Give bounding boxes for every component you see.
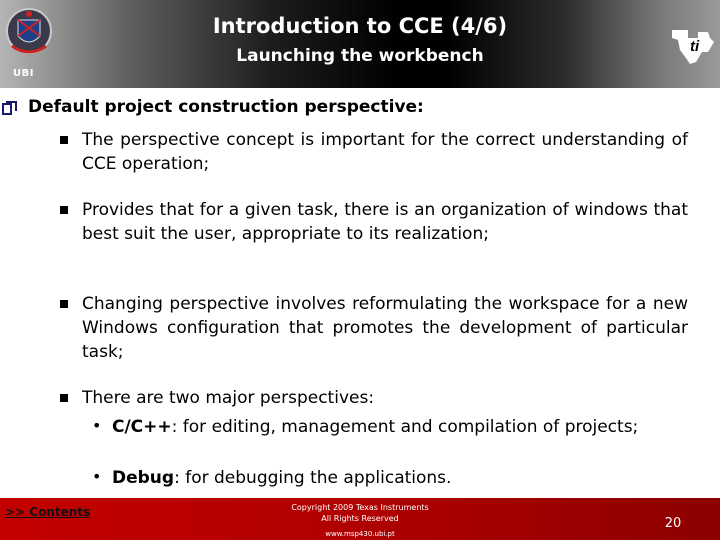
contents-link[interactable]: >> Contents <box>5 505 91 519</box>
square-bullet-icon <box>60 206 68 214</box>
website-text: www.msp430.ubi.pt <box>325 530 395 538</box>
svg-text:ti: ti <box>690 38 700 55</box>
ubi-logo-text: UBI <box>13 68 34 79</box>
sub-bullet-term: C/C++ <box>112 417 172 437</box>
bullet-item: There are two major perspectives: <box>82 388 375 408</box>
dot-bullet-icon: • <box>92 416 102 435</box>
copyright-line-2: All Rights Reserved <box>321 514 399 523</box>
slide-title: Introduction to CCE (4/6) <box>212 14 508 38</box>
bullet-item: Changing perspective involves reformulating the workspace for a new Windows configuration that promotes the development of particular task; <box>82 294 688 362</box>
sub-bullet-item <box>112 466 688 490</box>
bullet-item: Provides that for a given task, there is an organization of windows that best suit the user, appropriate to its realization; <box>82 200 688 244</box>
sub-bullet-term: Debug <box>112 468 175 488</box>
dot-bullet-icon: • <box>92 467 102 486</box>
slide-subtitle: Launching the workbench <box>236 46 484 66</box>
sub-bullet-item <box>112 415 688 439</box>
sub-bullet-text: : for debugging the applications. <box>174 468 452 488</box>
square-bullet-icon <box>60 394 68 402</box>
checkbox-bullet-icon <box>2 99 18 115</box>
page-number: 20 <box>664 516 682 531</box>
bullet-item: The perspective concept is important for the correct understanding of CCE operation; <box>82 130 688 174</box>
sub-bullet-text: : for editing, management and compilation of projects; <box>171 417 639 437</box>
main-bullet-text: Default project construction perspective: <box>28 97 424 117</box>
square-bullet-icon <box>60 136 68 144</box>
copyright-line-1: Copyright 2009 Texas Instruments <box>291 503 429 512</box>
square-bullet-icon <box>60 300 68 308</box>
